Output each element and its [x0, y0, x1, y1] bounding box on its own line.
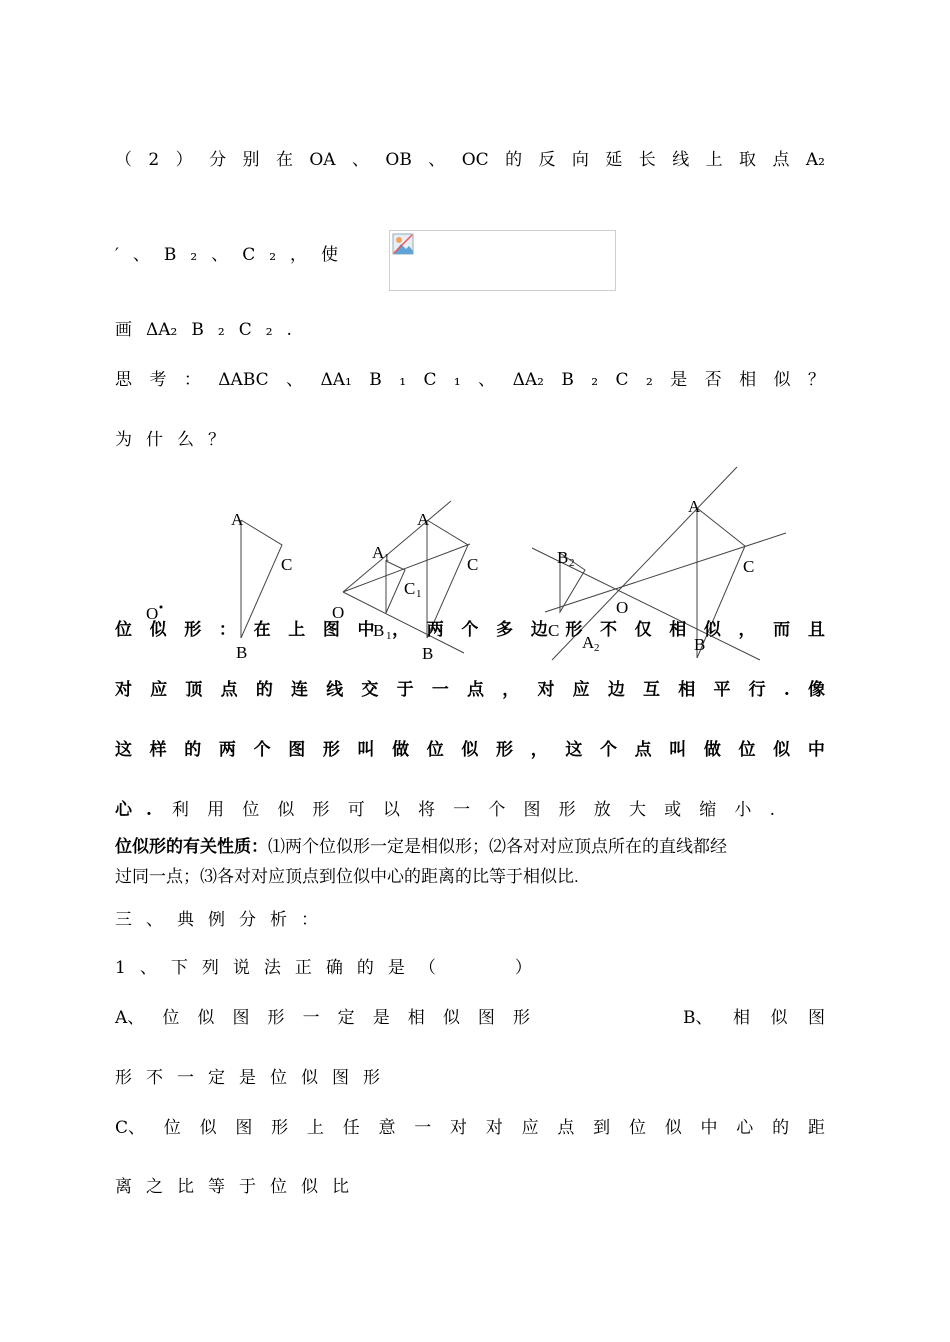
text-token: 点 — [634, 740, 652, 760]
text-token: B — [561, 370, 574, 390]
text-token: ， — [738, 620, 756, 640]
text-token: 图 — [232, 1008, 250, 1028]
text-token: 个 — [488, 800, 506, 820]
text-token: 形 — [115, 1068, 132, 1088]
text-token: 定 — [337, 1008, 355, 1028]
text-token: 否 — [704, 370, 722, 390]
fig3-label-a2: A — [582, 633, 595, 652]
text-token: OB — [385, 150, 412, 170]
text-token: 小 — [734, 800, 752, 820]
fig3-label-a: A — [688, 497, 701, 516]
text-token: 为 — [115, 430, 132, 450]
text-token: 似 — [277, 800, 295, 820]
text-token: ？ — [807, 370, 825, 390]
text-token: 一 — [431, 680, 449, 700]
text-token: 位 — [242, 800, 260, 820]
text-token: 形 — [184, 620, 202, 640]
fig3-label-c: C — [743, 557, 755, 576]
definition-line-1 — [115, 620, 825, 640]
text-token: C — [423, 370, 437, 390]
text-token: 似 — [773, 740, 791, 760]
fig2-label-b1-sub: 1 — [386, 630, 392, 642]
text-token: 形 — [271, 1118, 289, 1138]
text-token: 似 — [664, 1118, 682, 1138]
text-token: 大 — [628, 800, 646, 820]
text-token: ₂ — [265, 320, 273, 340]
text-token: 、 — [139, 958, 157, 978]
text-token: 形 — [512, 1008, 530, 1028]
text-token: 、 — [428, 150, 446, 170]
text-token: 在 — [275, 150, 293, 170]
fig1-label-a: A — [231, 510, 244, 529]
text-token: ， — [290, 245, 308, 265]
text-token: 别 — [242, 150, 260, 170]
definition-line-4-rest — [172, 800, 775, 820]
text-token: 位 — [270, 1068, 287, 1088]
fig2-label-a: A — [417, 510, 430, 529]
text-token: 到 — [593, 1118, 611, 1138]
text-token: 对 — [537, 680, 555, 700]
text-token: 、 — [286, 370, 304, 390]
text-token: 叫 — [669, 740, 687, 760]
text-token: 做 — [392, 740, 410, 760]
text-token: 的 — [505, 150, 523, 170]
text-token: 是 — [387, 958, 405, 978]
text-token: 思 — [115, 370, 132, 390]
text-token: 图 — [288, 740, 306, 760]
text-token: 做 — [703, 740, 721, 760]
text-token: 相 — [407, 1008, 425, 1028]
fig1-point-o — [160, 606, 163, 609]
text-token: 这 — [115, 740, 132, 760]
text-token: 图 — [523, 800, 541, 820]
text-token: 形 — [565, 620, 583, 640]
text-token: 比 — [332, 1177, 349, 1197]
text-token: 图 — [477, 1008, 495, 1028]
text-token: 之 — [146, 1177, 163, 1197]
text-token: 相 — [733, 1008, 750, 1028]
text-token: 形 — [267, 1008, 285, 1028]
text-token: 可 — [347, 800, 365, 820]
text-token: ′ — [115, 245, 119, 265]
fig1-label-o: O — [146, 604, 159, 623]
text-token: 平 — [713, 680, 731, 700]
text-token: 应 — [521, 1118, 539, 1138]
text-token: ） — [175, 150, 193, 170]
text-token: 是 — [670, 370, 688, 390]
text-token: 取 — [739, 150, 757, 170]
fig2-label-c1-sub: 1 — [416, 588, 422, 600]
text-token: 上 — [705, 150, 723, 170]
text-token: OA — [309, 150, 336, 170]
text-token: 的 — [255, 680, 273, 700]
text-token: 顶 — [185, 680, 203, 700]
text-token: . — [783, 680, 790, 700]
text-token: 中 — [357, 620, 375, 640]
text-token: A、 — [115, 1008, 145, 1028]
text-token: 图 — [332, 1068, 349, 1088]
text-token: 确 — [325, 958, 343, 978]
text-token: 似 — [461, 740, 479, 760]
text-token: 仅 — [634, 620, 652, 640]
text-token: 中 — [700, 1118, 718, 1138]
text-token: 典 — [177, 910, 194, 930]
definition-line-2 — [115, 680, 825, 700]
text-token: 个 — [599, 740, 617, 760]
text-token: 多 — [496, 620, 514, 640]
text-token: 边 — [607, 680, 625, 700]
text-token: 点 — [772, 150, 790, 170]
text-token: 分 — [239, 910, 256, 930]
text-token: 一 — [414, 1118, 432, 1138]
text-token: 似 — [703, 620, 721, 640]
properties-text-1: ⑴两个位似形一定是相似形；⑵各对对应顶点所在的直线都经 — [268, 837, 727, 856]
text-token: （ — [115, 150, 132, 170]
text-token: C — [238, 320, 252, 340]
text-token: 中 — [807, 740, 825, 760]
text-token: 于 — [239, 1177, 256, 1197]
text-token: 位 — [738, 740, 756, 760]
text-token: （ — [418, 958, 436, 978]
fig3-label-a2-sub: 2 — [594, 642, 600, 654]
option-a — [115, 1008, 530, 1028]
text-token: 距 — [807, 1118, 825, 1138]
fig2-label-a1: A — [372, 543, 385, 562]
text-token: 离 — [115, 1177, 132, 1197]
text-token: 1 — [115, 958, 126, 978]
text-token: 似 — [149, 620, 167, 640]
text-token: 两 — [426, 620, 444, 640]
text-token: 似 — [197, 1008, 215, 1028]
text-token: 、 — [352, 150, 369, 170]
text-token: 相 — [678, 680, 696, 700]
text-token: 相 — [739, 370, 757, 390]
text-token: 位 — [628, 1118, 646, 1138]
text-token: 画 — [115, 320, 132, 340]
text-token: 两 — [218, 740, 236, 760]
fig2-label-b1: B — [373, 621, 385, 640]
text-token: 似 — [442, 1008, 460, 1028]
text-token: 形 — [363, 1068, 380, 1088]
text-token: ΔA₂ — [146, 320, 178, 340]
fig2-label-c1: C — [404, 579, 416, 598]
text-token: C — [242, 245, 256, 265]
text-token: 例 — [208, 910, 225, 930]
section-3-title — [115, 910, 355, 930]
text-token: 点 — [467, 680, 485, 700]
properties-text-2: 过同一点；⑶各对对应顶点到位似中心的距离的比等于相似比. — [115, 867, 579, 886]
fig2-label-o: O — [332, 603, 345, 622]
text-token: 利 — [171, 800, 189, 820]
text-token: 任 — [342, 1118, 360, 1138]
text-token: 形 — [496, 740, 514, 760]
text-token: 心 — [115, 800, 132, 820]
text-token: 个 — [253, 740, 271, 760]
text-token: 分 — [209, 150, 227, 170]
fig2-label-b: B — [422, 644, 434, 663]
text-token: 正 — [294, 958, 312, 978]
text-token: 、 — [478, 370, 496, 390]
text-token: 法 — [263, 958, 281, 978]
text-token: ₂ — [190, 245, 198, 265]
text-token: 一 — [453, 800, 471, 820]
text-token: ΔABC — [218, 370, 269, 390]
text-token: 位 — [426, 740, 444, 760]
text-token: 缩 — [699, 800, 717, 820]
text-token: 长 — [638, 150, 656, 170]
text-token: ₁ — [399, 370, 407, 390]
text-token: 行 — [748, 680, 766, 700]
text-token: ， — [530, 740, 548, 760]
text-token: 且 — [807, 620, 825, 640]
fig3-label-b2: B — [557, 548, 569, 567]
option-b-continued — [115, 1068, 415, 1088]
text-token: . — [769, 800, 775, 820]
text-token: 形 — [322, 740, 340, 760]
text-token: 、 — [211, 245, 229, 265]
text-token: 图 — [808, 1008, 825, 1028]
text-token: 列 — [201, 958, 219, 978]
text-token: 似 — [199, 1118, 217, 1138]
text-token: 似 — [770, 1008, 788, 1028]
text-token: 不 — [146, 1068, 163, 1088]
text-token: 使 — [321, 245, 339, 265]
fig2-label-a1-sub: 1 — [384, 552, 390, 564]
text-token: 应 — [150, 680, 168, 700]
fig3-label-c2: C — [548, 621, 560, 640]
text-token: 说 — [232, 958, 250, 978]
fig3-label-b: B — [694, 635, 706, 654]
text-token: 而 — [773, 620, 791, 640]
text-token: 形 — [312, 800, 330, 820]
text-token: B — [369, 370, 382, 390]
properties-title: 位似形的有关性质： — [115, 837, 268, 856]
text-token: 考 — [149, 370, 167, 390]
text-token: 图 — [322, 620, 340, 640]
text-token: ： — [218, 620, 236, 640]
text-token: 2 — [148, 150, 160, 170]
text-token: 这 — [565, 740, 583, 760]
text-token: 应 — [572, 680, 590, 700]
text-token: 意 — [378, 1118, 396, 1138]
text-token: ₂ — [217, 320, 225, 340]
text-token: 交 — [361, 680, 379, 700]
text-token: ₂ — [645, 370, 653, 390]
text-token: 位 — [115, 620, 132, 640]
text-token: 、 — [146, 910, 163, 930]
text-token: 叫 — [357, 740, 375, 760]
text-token: 边 — [530, 620, 548, 640]
fig1-label-c: C — [281, 555, 293, 574]
text-token: ₁ — [453, 370, 461, 390]
text-token: 似 — [773, 370, 791, 390]
text-token: 或 — [664, 800, 682, 820]
text-token: 线 — [672, 150, 690, 170]
option-a-row — [115, 1008, 825, 1028]
text-token: ， — [502, 680, 520, 700]
text-token: 位 — [162, 1008, 180, 1028]
text-token: 相 — [669, 620, 687, 640]
text-token: 似 — [301, 1177, 318, 1197]
text-token: 一 — [177, 1068, 194, 1088]
text-token: ₂ — [269, 245, 277, 265]
text-token: 线 — [326, 680, 344, 700]
text-token: 心 — [736, 1118, 754, 1138]
definition-line-4-bold — [115, 800, 152, 820]
text-token: 定 — [208, 1068, 225, 1088]
text-token: 对 — [450, 1118, 468, 1138]
text-token: ） — [514, 958, 532, 978]
text-token: 互 — [643, 680, 661, 700]
text-token: 向 — [571, 150, 589, 170]
fig3-label-o: O — [616, 598, 629, 617]
text-token: 将 — [418, 800, 436, 820]
text-token: 的 — [184, 740, 202, 760]
text-token: 以 — [382, 800, 400, 820]
text-token: 对 — [115, 680, 132, 700]
text-token: 是 — [239, 1068, 256, 1088]
text-token: 的 — [356, 958, 374, 978]
text-token: 图 — [235, 1118, 253, 1138]
text-token: 等 — [208, 1177, 225, 1197]
text-token: 用 — [207, 800, 225, 820]
text-token: 的 — [772, 1118, 790, 1138]
text-token: 三 — [115, 910, 132, 930]
definition-line-3 — [115, 740, 825, 760]
text-token: 么 — [177, 430, 194, 450]
text-token: . — [286, 320, 292, 340]
text-token: 个 — [461, 620, 479, 640]
text-token: B — [163, 245, 177, 265]
properties-paragraph — [115, 832, 845, 892]
text-token: A₂ — [805, 150, 825, 170]
text-token: B、 — [683, 1008, 713, 1028]
text-token: 连 — [291, 680, 309, 700]
text-token: 、 — [132, 245, 150, 265]
text-token: 像 — [807, 680, 825, 700]
text-token: 上 — [288, 620, 306, 640]
text-token: OC — [461, 150, 489, 170]
fig1-label-b: B — [236, 643, 248, 662]
text-token: 析 — [270, 910, 287, 930]
text-token: 不 — [599, 620, 617, 640]
text-token: 在 — [253, 620, 271, 640]
text-token: 一 — [302, 1008, 320, 1028]
text-token: 似 — [301, 1068, 318, 1088]
text-token: ： — [301, 910, 318, 930]
text-token: 下 — [170, 958, 188, 978]
text-token: ： — [183, 370, 201, 390]
fig2-label-c: C — [467, 555, 479, 574]
text-token: 上 — [306, 1118, 324, 1138]
text-token: 什 — [146, 430, 163, 450]
text-token: 反 — [538, 150, 556, 170]
text-token: C — [615, 370, 629, 390]
text-token: 比 — [177, 1177, 194, 1197]
text-token — [450, 958, 501, 978]
text-token: 位 — [270, 1177, 287, 1197]
text-token: 样 — [149, 740, 167, 760]
definition-line-4 — [115, 800, 775, 820]
text-token: 延 — [605, 150, 623, 170]
text-token: ， — [392, 620, 410, 640]
text-token: 是 — [372, 1008, 390, 1028]
text-token: C、 — [115, 1118, 146, 1138]
option-c-continued — [115, 1177, 395, 1197]
text-token: ？ — [208, 430, 225, 450]
text-token: ΔA₁ — [320, 370, 352, 390]
text-token: 位 — [163, 1118, 181, 1138]
text-token: ΔA₂ — [512, 370, 544, 390]
text-token: 形 — [558, 800, 576, 820]
text-token: 点 — [220, 680, 238, 700]
option-c — [115, 1118, 825, 1138]
text-token: 点 — [557, 1118, 575, 1138]
question-1 — [115, 958, 615, 978]
text-token: . — [146, 800, 152, 820]
option-b — [683, 1008, 825, 1028]
text-token: 放 — [593, 800, 611, 820]
text-token: ₂ — [591, 370, 599, 390]
text-token: 对 — [485, 1118, 503, 1138]
fig3-label-b2-sub: 2 — [569, 557, 575, 569]
text-token: B — [191, 320, 204, 340]
text-token: 于 — [396, 680, 414, 700]
